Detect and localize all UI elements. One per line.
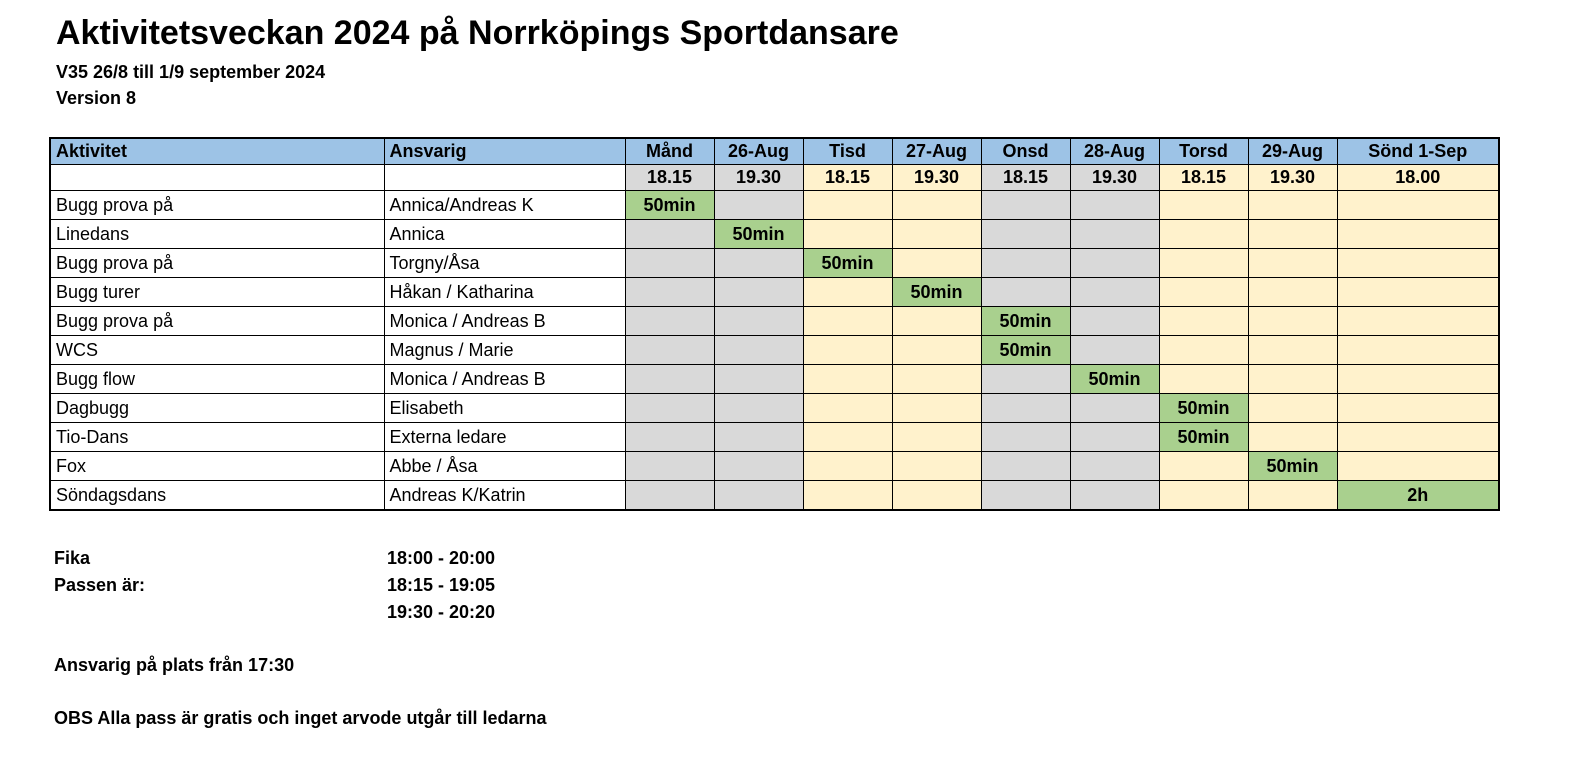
empty-slot-cell: [625, 336, 714, 365]
responsible-cell: Monica / Andreas B: [384, 365, 625, 394]
empty-slot-cell: [625, 220, 714, 249]
empty-slot-cell: [803, 278, 892, 307]
empty-slot-cell: [1248, 336, 1337, 365]
responsible-cell: Abbe / Åsa: [384, 452, 625, 481]
activity-cell: Fox: [50, 452, 384, 481]
empty-slot-cell: [1070, 278, 1159, 307]
empty-slot-cell: [1337, 191, 1499, 220]
fika-time: 18:00 - 20:00: [387, 548, 496, 568]
empty-slot-cell: [892, 394, 981, 423]
version-subtitle: Version 8: [56, 88, 137, 108]
responsible-cell: Andreas K/Katrin: [384, 481, 625, 511]
empty-slot-cell: [892, 220, 981, 249]
activity-cell: Bugg prova på: [50, 249, 384, 278]
empty-slot-cell: [1337, 278, 1499, 307]
responsible-cell: Håkan / Katharina: [384, 278, 625, 307]
empty-slot-cell: [1248, 423, 1337, 452]
activity-cell: Bugg prova på: [50, 191, 384, 220]
empty-slot-cell: [892, 307, 981, 336]
header-activity: Aktivitet: [50, 138, 384, 165]
header-day: 28-Aug: [1070, 138, 1159, 165]
header-day: Tisd: [803, 138, 892, 165]
empty-slot-cell: [625, 423, 714, 452]
empty-slot-cell: [892, 481, 981, 511]
empty-slot-cell: [1159, 191, 1248, 220]
empty-slot-cell: [714, 307, 803, 336]
header-day: Onsd: [981, 138, 1070, 165]
responsible-cell: Torgny/Åsa: [384, 249, 625, 278]
activity-cell: Linedans: [50, 220, 384, 249]
empty-slot-cell: [1337, 220, 1499, 249]
time-cell: 18.15: [981, 165, 1070, 191]
empty-slot-cell: [714, 365, 803, 394]
on-site-note: Ansvarig på plats från 17:30: [54, 655, 295, 675]
session-cell: 50min: [1070, 365, 1159, 394]
empty-slot-cell: [1337, 394, 1499, 423]
empty-slot-cell: [1070, 336, 1159, 365]
table-row: [50, 423, 1499, 452]
time-cell: 18.15: [625, 165, 714, 191]
empty-slot-cell: [625, 452, 714, 481]
empty-slot-cell: [1159, 481, 1248, 511]
header-day: Sönd 1-Sep: [1337, 138, 1499, 165]
empty-slot-cell: [1070, 452, 1159, 481]
empty-slot-cell: [981, 191, 1070, 220]
session-cell: 50min: [625, 191, 714, 220]
empty-slot-cell: [1337, 249, 1499, 278]
empty-slot-cell: [803, 365, 892, 394]
responsible-cell: Elisabeth: [384, 394, 625, 423]
pass-time-1: 18:15 - 19:05: [387, 575, 496, 595]
responsible-cell: Magnus / Marie: [384, 336, 625, 365]
table-row: [50, 481, 1499, 511]
empty-slot-cell: [1248, 394, 1337, 423]
empty-slot-cell: [981, 278, 1070, 307]
activity-cell: Bugg turer: [50, 278, 384, 307]
empty-slot-cell: [625, 481, 714, 511]
empty-slot-cell: [892, 452, 981, 481]
empty-slot-cell: [625, 307, 714, 336]
empty-slot-cell: [981, 365, 1070, 394]
empty-slot-cell: [1337, 452, 1499, 481]
empty-slot-cell: [625, 278, 714, 307]
session-cell: 50min: [1159, 423, 1248, 452]
responsible-cell: Externa ledare: [384, 423, 625, 452]
empty-slot-cell: [981, 452, 1070, 481]
time-cell: 19.30: [892, 165, 981, 191]
empty-slot-cell: [1070, 191, 1159, 220]
empty-slot-cell: [1337, 423, 1499, 452]
empty-slot-cell: [803, 336, 892, 365]
empty-slot-cell: [625, 249, 714, 278]
empty-slot-cell: [803, 394, 892, 423]
activity-cell: Tio-Dans: [50, 423, 384, 452]
empty-slot-cell: [1159, 452, 1248, 481]
header-day: 29-Aug: [1248, 138, 1337, 165]
table-row: [50, 307, 1499, 336]
activity-cell: WCS: [50, 336, 384, 365]
empty-slot-cell: [981, 249, 1070, 278]
empty-slot-cell: [1248, 249, 1337, 278]
activity-cell: Bugg prova på: [50, 307, 384, 336]
empty-slot-cell: [1070, 307, 1159, 336]
table-row: [50, 452, 1499, 481]
activity-cell: Bugg flow: [50, 365, 384, 394]
empty-slot-cell: [1070, 394, 1159, 423]
header-responsible: Ansvarig: [384, 138, 625, 165]
activity-cell: Dagbugg: [50, 394, 384, 423]
empty-slot-cell: [1159, 336, 1248, 365]
empty-slot-cell: [981, 394, 1070, 423]
empty-slot-cell: [714, 191, 803, 220]
empty-slot-cell: [803, 452, 892, 481]
empty-slot-cell: [892, 336, 981, 365]
obs-note: OBS Alla pass är gratis och inget arvode utgår till ledarna: [54, 708, 547, 728]
schedule-table: [49, 137, 1500, 511]
empty-slot-cell: [1248, 481, 1337, 511]
session-cell: 50min: [714, 220, 803, 249]
empty-slot-cell: [1159, 307, 1248, 336]
empty-slot-cell: [1248, 220, 1337, 249]
empty-slot-cell: [1337, 307, 1499, 336]
empty-slot-cell: [803, 307, 892, 336]
responsible-cell: Annica: [384, 220, 625, 249]
empty-slot-cell: [1248, 278, 1337, 307]
empty-slot-cell: [1070, 249, 1159, 278]
empty-slot-cell: [981, 220, 1070, 249]
table-row: [50, 365, 1499, 394]
empty-slot-cell: [1159, 278, 1248, 307]
pass-time-2: 19:30 - 20:20: [387, 602, 496, 622]
empty-slot-cell: [714, 278, 803, 307]
empty-slot-cell: [625, 394, 714, 423]
session-cell: 50min: [1159, 394, 1248, 423]
session-cell: 50min: [803, 249, 892, 278]
header-day: Torsd: [1159, 138, 1248, 165]
fika-label: Fika: [54, 548, 91, 568]
empty-slot-cell: [1159, 249, 1248, 278]
time-cell: 18.00: [1337, 165, 1499, 191]
page-title: Aktivitetsveckan 2024 på Norrköpings Sportdansare: [56, 14, 899, 52]
empty-slot-cell: [714, 336, 803, 365]
table-row: [50, 278, 1499, 307]
time-cell: 19.30: [714, 165, 803, 191]
session-cell: 50min: [1248, 452, 1337, 481]
empty-slot-cell: [1070, 423, 1159, 452]
empty-slot-cell: [981, 481, 1070, 511]
responsible-cell: Annica/Andreas K: [384, 191, 625, 220]
table-row: [50, 220, 1499, 249]
header-day: 27-Aug: [892, 138, 981, 165]
empty-slot-cell: [892, 365, 981, 394]
empty-slot-cell: [892, 191, 981, 220]
empty-slot-cell: [981, 423, 1070, 452]
time-cell: 19.30: [1248, 165, 1337, 191]
session-cell: 50min: [981, 336, 1070, 365]
session-cell: 50min: [892, 278, 981, 307]
empty-slot-cell: [1248, 365, 1337, 394]
empty-slot-cell: [803, 481, 892, 511]
empty-slot-cell: [1248, 191, 1337, 220]
times-row: [50, 165, 1499, 191]
time-cell: 18.15: [803, 165, 892, 191]
empty-slot-cell: [1070, 481, 1159, 511]
empty-slot-cell: [714, 423, 803, 452]
empty-slot-cell: [803, 423, 892, 452]
empty-slot-cell: [714, 394, 803, 423]
empty-slot-cell: [1159, 365, 1248, 394]
empty-slot-cell: [1159, 220, 1248, 249]
empty-slot-cell: [1337, 336, 1499, 365]
empty-slot-cell: [1070, 220, 1159, 249]
session-cell: 2h: [1337, 481, 1499, 511]
empty-slot-cell: [892, 249, 981, 278]
empty-slot-cell: [1248, 307, 1337, 336]
empty-slot-cell: [714, 249, 803, 278]
header-row: [50, 138, 1499, 165]
empty-slot-cell: [803, 191, 892, 220]
header-day: Månd: [625, 138, 714, 165]
passes-label: Passen är:: [54, 575, 146, 595]
empty-slot-cell: [1337, 365, 1499, 394]
session-cell: 50min: [981, 307, 1070, 336]
table-row: [50, 249, 1499, 278]
responsible-cell: Monica / Andreas B: [384, 307, 625, 336]
table-row: [50, 394, 1499, 423]
header-day: 26-Aug: [714, 138, 803, 165]
empty-slot-cell: [892, 423, 981, 452]
activity-cell: Söndagsdans: [50, 481, 384, 511]
time-cell: 19.30: [1070, 165, 1159, 191]
times-empty-cell: [384, 165, 625, 191]
times-empty-cell: [50, 165, 384, 191]
time-cell: 18.15: [1159, 165, 1248, 191]
table-row: [50, 336, 1499, 365]
empty-slot-cell: [803, 220, 892, 249]
table-row: [50, 191, 1499, 220]
week-subtitle: V35 26/8 till 1/9 september 2024: [56, 62, 326, 82]
empty-slot-cell: [714, 481, 803, 511]
empty-slot-cell: [625, 365, 714, 394]
empty-slot-cell: [714, 452, 803, 481]
